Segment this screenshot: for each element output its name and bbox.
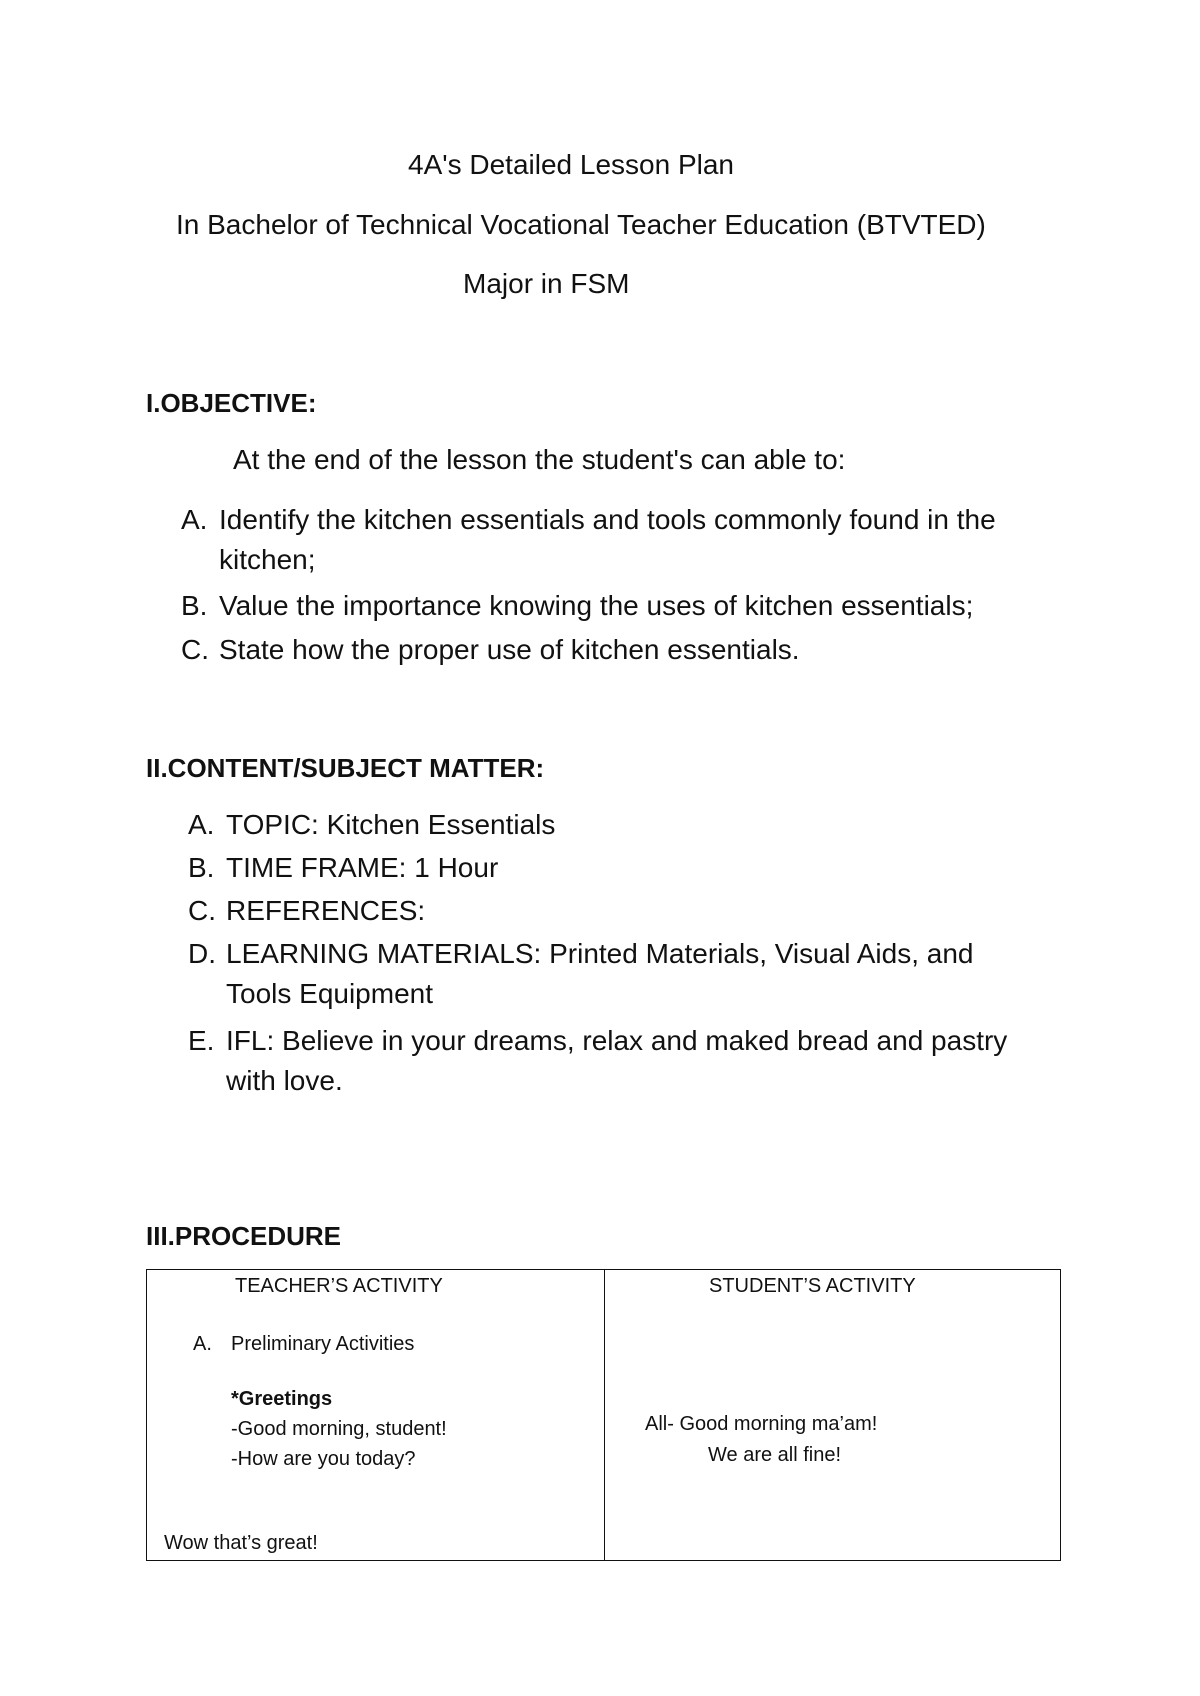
- teacher-activity-header: TEACHER’S ACTIVITY: [235, 1275, 443, 1297]
- objective-heading: I.OBJECTIVE:: [146, 388, 317, 418]
- student-activity-cell: [605, 1270, 1061, 1561]
- list-item: [188, 938, 1088, 1025]
- list-item-text-continued: kitchen;: [219, 544, 316, 575]
- list-item-letter: D.: [188, 938, 216, 969]
- content-list: [188, 809, 1088, 1112]
- greetings-label: *Greetings: [231, 1388, 333, 1410]
- list-item: [181, 634, 1081, 678]
- major-line: Major in FSM: [463, 268, 630, 299]
- objective-intro: At the end of the lesson the student's can able to:: [233, 444, 846, 475]
- preliminary-letter: A.: [193, 1333, 212, 1355]
- table-row: [147, 1270, 1061, 1561]
- list-item: [181, 504, 1081, 590]
- list-item-text: TOPIC: Kitchen Essentials: [226, 809, 556, 840]
- list-item-letter: C.: [188, 895, 216, 926]
- student-greeting-line: All- Good morning ma’am!: [645, 1413, 878, 1435]
- list-item-letter: E.: [188, 1025, 215, 1056]
- list-item-text: LEARNING MATERIALS: Printed Materials, Visual Aids, and: [226, 938, 974, 969]
- list-item: [188, 1025, 1088, 1112]
- program-line: In Bachelor of Technical Vocational Teacher Education (BTVTED): [176, 209, 986, 240]
- teacher-greeting-line: -Good morning, student!: [231, 1418, 447, 1440]
- preliminary-activities-label: Preliminary Activities: [231, 1333, 415, 1355]
- list-item-letter: B.: [188, 852, 215, 883]
- teacher-response-line: Wow that’s great!: [164, 1532, 318, 1554]
- list-item-letter: C.: [181, 634, 209, 665]
- procedure-heading: III.PROCEDURE: [146, 1221, 342, 1251]
- list-item-text: State how the proper use of kitchen essentials.: [219, 634, 800, 665]
- student-activity-header: STUDENT’S ACTIVITY: [709, 1275, 916, 1297]
- list-item-letter: B.: [181, 590, 208, 621]
- list-item-text: REFERENCES:: [226, 895, 426, 926]
- list-item-text: TIME FRAME: 1 Hour: [226, 852, 499, 883]
- list-item-text: Identify the kitchen essentials and tools commonly found in the: [219, 504, 996, 535]
- list-item-text-continued: with love.: [226, 1065, 343, 1096]
- list-item-text-continued: Tools Equipment: [226, 978, 434, 1009]
- document-title: 4A's Detailed Lesson Plan: [408, 149, 734, 180]
- list-item: [188, 895, 1088, 938]
- list-item-letter: A.: [188, 809, 215, 840]
- list-item: [188, 809, 1088, 852]
- content-heading: II.CONTENT/SUBJECT MATTER:: [146, 753, 545, 783]
- teacher-question-line: -How are you today?: [231, 1448, 416, 1470]
- list-item-text: Value the importance knowing the uses of kitchen essentials;: [219, 590, 974, 621]
- objective-list: [181, 504, 1081, 678]
- list-item: [188, 852, 1088, 895]
- procedure-table: [146, 1269, 1061, 1561]
- list-item-text: IFL: Believe in your dreams, relax and maked bread and pastry: [226, 1025, 1008, 1056]
- list-item: [181, 590, 1081, 634]
- list-item-letter: A.: [181, 504, 208, 535]
- teacher-activity-cell: [147, 1270, 605, 1561]
- student-answer-line: We are all fine!: [708, 1444, 842, 1466]
